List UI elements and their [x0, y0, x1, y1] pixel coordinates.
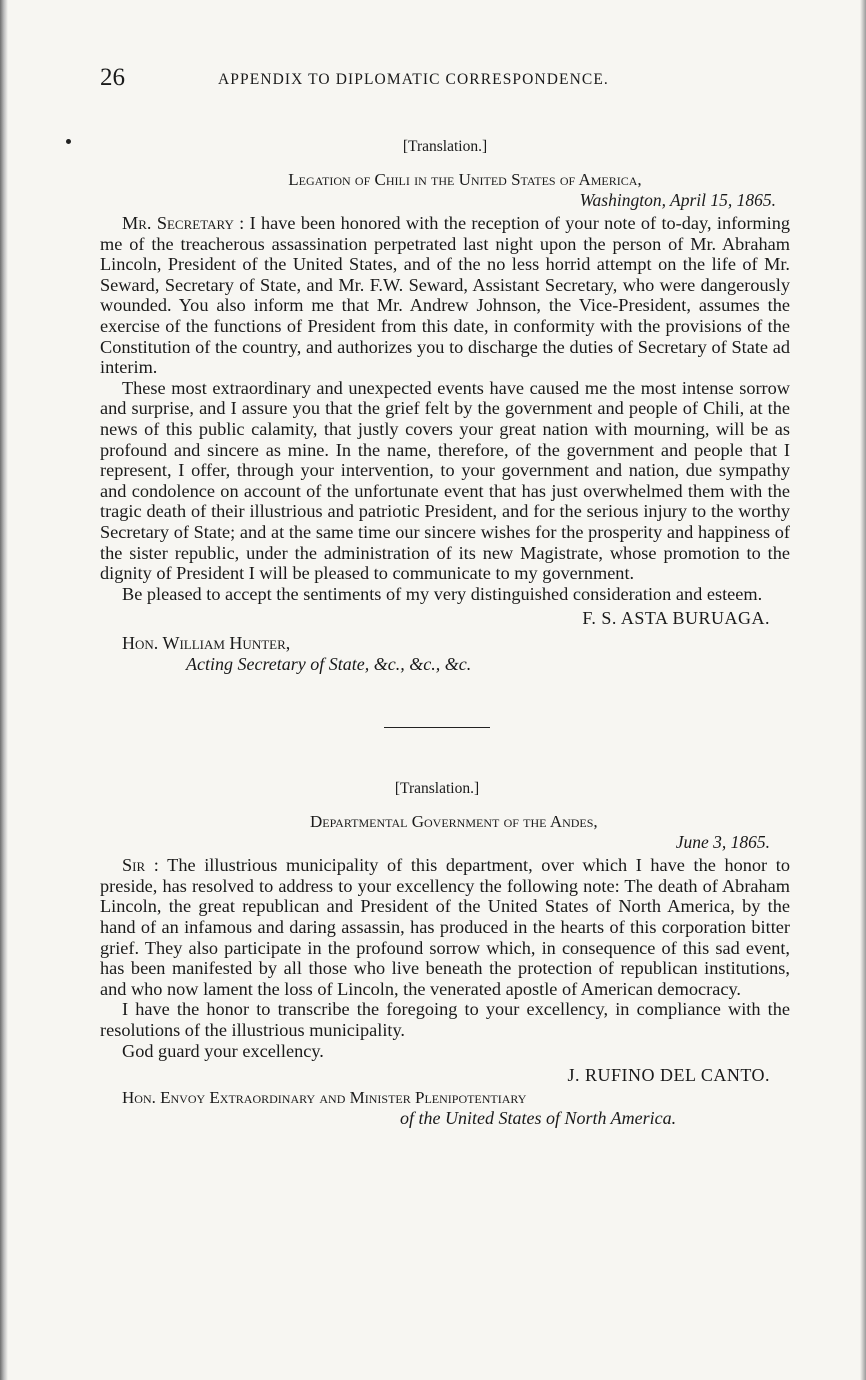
addressee-name: Hon. William Hunter,	[122, 633, 291, 654]
dateline-text: Washington, April 15, 1865.	[579, 190, 776, 210]
letter-paragraph: These most extraordinary and unexpected events have caused me the most intense sorrow and surprise, and I assure you that the grief felt by the government and people of Chili, at the news of this public calamity, that justly covers your great nation with mourning, will be as profound and sincere as mine. In the name, therefore, of the government and people that I represent, I offer, through your intervention, to your government and nation, due sympathy and condolence on account of the unfortunate event that has just overwhelmed them with the tragic death of their illustrious and patriotic President, and for the serious injury to the worthy Secretary of State; and at the same time our sincere wishes for the prosperity and happiness of the sister republic, under the administration of its new Magistrate, whose promotion to the dignity of President I will be pleased to communicate to my government.	[100, 377, 790, 584]
letter-paragraph	[100, 855, 790, 999]
page-edge-left	[0, 0, 8, 1380]
running-title: APPENDIX TO DIPLOMATIC CORRESPONDENCE.	[218, 71, 609, 88]
dateline	[100, 832, 790, 853]
letter-paragraph	[100, 213, 790, 378]
letter-paragraph: God guard your excellency.	[122, 1040, 324, 1061]
page-header	[100, 64, 790, 104]
signature: F. S. ASTA BURUAGA.	[582, 608, 770, 629]
dateline	[100, 190, 790, 211]
letter-chili-legation	[100, 138, 790, 675]
dateline-text: June 3, 1865.	[675, 832, 770, 853]
addressee-name: Hon. Envoy Extraordinary and Minister Plenipotentiary	[122, 1088, 527, 1108]
letter-paragraph: I have the honor to transcribe the foregoing to your excellency, in compliance with the resolutions of the illustrious municipality.	[100, 999, 790, 1041]
document-page	[100, 64, 790, 1129]
paragraph-text: The illustrious municipality of this department, over which I have the honor to preside, has resolved to address to your excellency the following note: The death of Abraham Lincoln, the great republican and President of the United States of North America, by the hand of an infamous and daring assassin, has produced in the hearts of this corporation bitter grief. They also participate in the profound sorrow which, in consequence of this sad event, has been manifested by all those who live beneath the protection of republican institutions, and who now lament the loss of Lincoln, the venerated apostle of American democracy.	[100, 855, 790, 999]
paragraph-text: I have been honored with the reception of your note of to-day, informing me of the treacherous assassination perpetrated last night upon the person of Mr. Abraham Lincoln, President of the United States, and of the no less horrid attempt on the life of Mr. Seward, Secretary of State, and Mr. F.W. Seward, Assistant Secretary, who were dangerously wounded. You also inform me that Mr. Andrew Johnson, the Vice-President, assumes the exercise of the functions of President from this date, in conformity with the provisions of the Constitution of the country, and authorizes you to discharge the duties of Secretary of State ad interim.	[100, 213, 790, 378]
ink-speck	[66, 139, 71, 144]
salutation: Mr. Secretary :	[122, 213, 245, 233]
legation-heading: Legation of Chili in the United States of America,	[288, 170, 642, 189]
addressee-title: Acting Secretary of State, &c., &c., &c.	[186, 654, 472, 675]
department-heading: Departmental Government of the Andes,	[310, 812, 598, 832]
translation-label: [Translation.]	[394, 780, 480, 798]
translation-label: [Translation.]	[402, 138, 488, 155]
section-divider	[384, 727, 490, 728]
letter-andes-government	[100, 780, 790, 1129]
addressee-title: of the United States of North America.	[400, 1108, 677, 1129]
page-edge-right	[860, 0, 866, 1380]
page-number: 26	[100, 64, 125, 91]
letter-paragraph: Be pleased to accept the sentiments of my very distinguished consideration and esteem.	[122, 583, 763, 604]
salutation: Sir :	[122, 855, 159, 876]
signature: J. RUFINO DEL CANTO.	[567, 1065, 770, 1086]
